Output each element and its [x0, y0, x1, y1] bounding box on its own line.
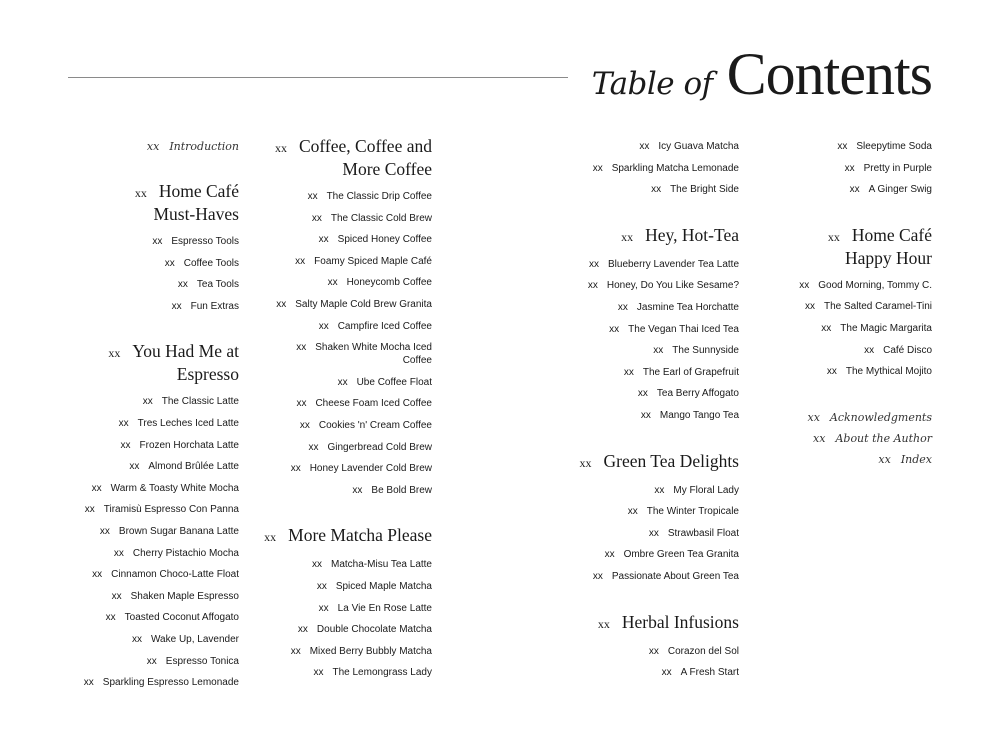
page-number-placeholder: xx — [651, 184, 662, 196]
entry-title: A Ginger Swig — [868, 184, 932, 196]
page-number-placeholder: xx — [297, 624, 308, 636]
entry-title: Coffee Tools — [183, 257, 239, 269]
entry-title: The Classic Latte — [161, 396, 239, 408]
title-line: More Matcha Please — [288, 525, 432, 546]
page-number-placeholder: xx — [844, 162, 855, 174]
title-big: Contents — [726, 41, 932, 107]
entry-title: The Earl of Grapefruit — [642, 366, 739, 378]
toc-entry-sparkling-matcha-lemonade — [568, 158, 739, 180]
entry-title: Introduction — [169, 140, 239, 153]
title-line: You Had Me at — [132, 341, 239, 362]
page-number-placeholder: xx — [92, 569, 103, 581]
page-number-placeholder: xx — [627, 506, 638, 518]
page-number-placeholder: xx — [648, 527, 659, 539]
page-number-placeholder: xx — [337, 376, 348, 388]
toc-entry-shaken-white-mocha-iced-coffee — [260, 337, 432, 372]
page-number-placeholder: xx — [316, 580, 327, 592]
page-number-placeholder: xx — [654, 484, 665, 496]
page-number-placeholder: xx — [83, 677, 94, 689]
toc-entry-cafe-disco — [775, 340, 932, 362]
entry-title: La Vie En Rose Latte — [337, 602, 432, 614]
page-number-placeholder: xx — [99, 525, 110, 537]
entry-title: Warm & Toasty White Mocha — [110, 482, 239, 494]
chapter-herbal-infusions — [568, 612, 739, 635]
page-number-placeholder: xx — [91, 482, 102, 494]
toc-entry-coffee-tools — [68, 253, 239, 275]
page-number-placeholder: xx — [637, 388, 648, 400]
toc-entry-espresso-tonica — [68, 651, 239, 673]
toc-entry-tea-tools — [68, 274, 239, 296]
page-number-placeholder: xx — [296, 342, 307, 354]
page-number-placeholder: xx — [878, 452, 891, 466]
page-number-placeholder: xx — [579, 455, 592, 470]
page-number-placeholder: xx — [113, 547, 124, 559]
front-matter-introduction — [68, 136, 239, 157]
title-line: Green Tea Delights — [603, 450, 739, 471]
page-number-placeholder: xx — [152, 236, 163, 247]
entry-title: Tres Leches Iced Latte — [137, 417, 239, 429]
toc-entry-ombre-green-tea-granita — [568, 544, 739, 566]
entry-title: Cookies 'n' Cream Coffee — [318, 419, 432, 431]
front-matter-acknowledgments — [775, 407, 932, 428]
page-number-placeholder: xx — [661, 667, 672, 679]
entry-title: Wake Up, Lavender — [150, 633, 239, 645]
page-title — [592, 40, 932, 109]
page-number-placeholder: xx — [849, 184, 860, 196]
page-number-placeholder: xx — [807, 410, 820, 424]
entry-title: Double Chocolate Matcha — [316, 624, 432, 636]
page-number-placeholder: xx — [318, 234, 329, 246]
chapter-home-cafe-happy-hour — [775, 225, 932, 269]
toc-entry-the-mythical-mojito — [775, 361, 932, 383]
entry-title: The Magic Margarita — [840, 322, 932, 334]
entry-title: The Classic Cold Brew — [330, 212, 432, 224]
header-rule — [68, 77, 568, 78]
entry-title: Sparkling Espresso Lemonade — [102, 677, 239, 689]
toc-entry-the-bright-side — [568, 179, 739, 201]
entry-title: Mixed Berry Bubbly Matcha — [309, 645, 432, 657]
entry-title: Sleepytime Soda — [856, 141, 932, 152]
toc-entry-warm-toasty-white-mocha — [68, 478, 239, 500]
page-number-placeholder: xx — [105, 612, 116, 624]
page-number-placeholder: xx — [327, 277, 338, 289]
page-number-placeholder: xx — [142, 396, 153, 408]
title-line: Must-Haves — [153, 204, 239, 224]
entry-title: Brown Sugar Banana Latte — [118, 525, 239, 537]
page-number-placeholder: xx — [131, 633, 142, 645]
entry-title — [132, 341, 239, 384]
toc-entry-tea-berry-affogato — [568, 383, 739, 405]
page-number-placeholder: xx — [312, 559, 323, 571]
toc-entry-matcha-misu-tea-latte — [260, 554, 432, 576]
title-line: Shaken White Mocha Iced — [315, 342, 432, 354]
entry-title — [845, 225, 932, 268]
chapter-hey-hot-tea — [568, 225, 739, 248]
toc-entry-espresso-tools — [68, 231, 239, 253]
entry-title — [622, 612, 739, 632]
entry-title: The Classic Drip Coffee — [326, 191, 432, 202]
toc-entry-wake-up-lavender — [68, 629, 239, 651]
page-number-placeholder: xx — [146, 140, 160, 153]
toc-entry-mixed-berry-bubbly-matcha — [260, 641, 432, 663]
page-number-placeholder: xx — [318, 320, 329, 332]
page-number-placeholder: xx — [318, 602, 329, 614]
entry-title: Mango Tango Tea — [659, 409, 739, 421]
toc-entry-the-magic-margarita — [775, 318, 932, 340]
entry-title: Ube Coffee Float — [356, 376, 432, 388]
entry-title: Espresso Tonica — [165, 655, 239, 667]
toc-column-1 — [68, 136, 239, 694]
toc-entry-foamy-spiced-maple-cafe — [260, 251, 432, 273]
entry-title: Cinnamon Choco-Latte Float — [111, 569, 239, 581]
entry-title: Cheese Foam Iced Coffee — [315, 398, 432, 410]
entry-title: The Lemongrass Lady — [332, 667, 432, 679]
chapter-home-cafe-must-haves — [68, 181, 239, 225]
entry-title: Blueberry Lavender Tea Latte — [607, 258, 739, 270]
toc-entry-pretty-in-purple — [775, 158, 932, 180]
title-line: Coffee, Coffee and — [299, 136, 432, 156]
toc-entry-tiramisu-espresso-con-panna — [68, 499, 239, 521]
toc-entry-shaken-maple-espresso — [68, 586, 239, 608]
entry-title: Ombre Green Tea Granita — [623, 549, 739, 561]
chapter-you-had-me-at-espresso — [68, 341, 239, 385]
title-line: Herbal Infusions — [621, 611, 739, 632]
entry-title: Passionate About Green Tea — [611, 570, 739, 582]
entry-title: The Winter Tropicale — [646, 506, 739, 518]
toc-entry-fun-extras — [68, 296, 239, 318]
front-matter-about-the-author — [775, 428, 932, 449]
toc-entry-the-classic-cold-brew — [260, 208, 432, 230]
entry-title: Be Bold Brew — [371, 484, 432, 496]
toc-entry-icy-guava-matcha — [568, 136, 739, 158]
entry-title — [645, 225, 739, 245]
toc-entry-mango-tango-tea — [568, 405, 739, 427]
page-number-placeholder: xx — [827, 229, 840, 244]
toc-column-2 — [260, 136, 432, 684]
entry-title: About the Author — [835, 431, 932, 445]
title-small: Table of — [591, 66, 713, 102]
page-number-placeholder: xx — [307, 191, 318, 202]
toc-entry-honeycomb-coffee — [260, 272, 432, 294]
entry-title — [604, 451, 740, 471]
page-number-placeholder: xx — [129, 461, 140, 473]
entry-title: Jasmine Tea Horchatte — [636, 301, 739, 313]
toc-entry-be-bold-brew — [260, 480, 432, 502]
toc-entry-sparkling-espresso-lemonade — [68, 672, 239, 694]
toc-entry-the-salted-caramel-tini — [775, 296, 932, 318]
entry-title: Honey, Do You Like Sesame? — [606, 280, 739, 292]
entry-title: Café Disco — [883, 344, 932, 356]
entry-title: The Bright Side — [670, 184, 739, 196]
page-number-placeholder: xx — [134, 186, 147, 200]
entry-title: My Floral Lady — [673, 484, 739, 496]
page-number-placeholder: xx — [821, 322, 832, 334]
entry-title: Toasted Coconut Affogato — [124, 612, 239, 624]
page-number-placeholder: xx — [623, 366, 634, 378]
entry-title: The Mythical Mojito — [845, 366, 932, 378]
entry-title: The Salted Caramel-Tini — [823, 301, 932, 313]
entry-title: Strawbasil Float — [667, 527, 739, 539]
page-number-placeholder: xx — [653, 345, 664, 357]
entry-title: Gingerbread Cold Brew — [327, 441, 432, 453]
entry-title: Almond Brûlée Latte — [148, 461, 239, 473]
entry-title: Tea Tools — [196, 279, 239, 291]
title-line: Home Café — [158, 181, 239, 201]
entry-title: Tea Berry Affogato — [656, 388, 739, 400]
page-number-placeholder: xx — [290, 645, 301, 657]
toc-entry-spiced-honey-coffee — [260, 229, 432, 251]
page-number-placeholder: xx — [171, 300, 182, 312]
entry-title: Tiramisù Espresso Con Panna — [103, 504, 239, 516]
toc-entry-double-chocolate-matcha — [260, 619, 432, 641]
entry-title — [288, 525, 432, 545]
page-number-placeholder: xx — [804, 301, 815, 313]
page-number-placeholder: xx — [592, 570, 603, 582]
title-line: Hey, Hot-Tea — [645, 224, 739, 245]
page-number-placeholder: xx — [313, 667, 324, 679]
toc-entry-toasted-coconut-affogato — [68, 607, 239, 629]
entry-title: Foamy Spiced Maple Café — [314, 255, 432, 267]
page-number-placeholder: xx — [648, 645, 659, 657]
title-line: Happy Hour — [845, 247, 932, 268]
entry-title: Campfire Iced Coffee — [337, 320, 432, 332]
toc-entry-jasmine-tea-horchatte — [568, 297, 739, 319]
entry-title: A Fresh Start — [680, 667, 739, 679]
entry-title: Sparkling Matcha Lemonade — [611, 162, 739, 174]
toc-entry-the-winter-tropicale — [568, 501, 739, 523]
toc-entry-the-lemongrass-lady — [260, 662, 432, 684]
page-number-placeholder: xx — [299, 419, 310, 431]
entry-title: Shaken Maple Espresso — [130, 590, 239, 602]
page-number-placeholder: xx — [146, 655, 157, 667]
toc-entry-cookies-n-cream-coffee — [260, 415, 432, 437]
toc-entry-salty-maple-cold-brew-granita — [260, 294, 432, 316]
page-number-placeholder: xx — [84, 504, 95, 516]
toc-column-4 — [775, 136, 932, 470]
title-line: Espresso — [176, 364, 239, 385]
entry-title: The Sunnyside — [672, 345, 739, 357]
toc-entry-almond-brulee-latte — [68, 456, 239, 478]
entry-title: Spiced Honey Coffee — [337, 234, 432, 246]
page-number-placeholder: xx — [837, 141, 848, 152]
entry-title — [315, 342, 432, 366]
title-line: Home Café — [851, 224, 932, 245]
entry-title: Corazon del Sol — [667, 645, 739, 657]
entry-title: Good Morning, Tommy C. — [818, 279, 932, 291]
toc-entry-the-earl-of-grapefruit — [568, 362, 739, 384]
page-number-placeholder: xx — [352, 484, 363, 496]
entry-title — [299, 136, 432, 179]
toc-entry-my-floral-lady — [568, 480, 739, 502]
toc-entry-the-vegan-thai-iced-tea — [568, 319, 739, 341]
entry-title: Salty Maple Cold Brew Granita — [295, 298, 432, 310]
toc-entry-frozen-horchata-latte — [68, 435, 239, 457]
toc-entry-strawbasil-float — [568, 523, 739, 545]
page-number-placeholder: xx — [799, 279, 810, 291]
page-number-placeholder: xx — [275, 141, 287, 155]
toc-column-3 — [568, 136, 739, 684]
page-number-placeholder: xx — [111, 590, 122, 602]
page-number-placeholder: xx — [118, 417, 129, 429]
page-number-placeholder: xx — [813, 431, 826, 445]
entry-title: Honey Lavender Cold Brew — [309, 463, 432, 475]
entry-title: Matcha-Misu Tea Latte — [331, 559, 432, 571]
toc-entry-tres-leches-iced-latte — [68, 413, 239, 435]
front-matter-index — [775, 449, 932, 470]
page-number-placeholder: xx — [621, 229, 634, 244]
toc-entry-campfire-iced-coffee — [260, 316, 432, 338]
entry-title: Acknowledgments — [829, 410, 932, 424]
chapter-more-matcha-please — [260, 525, 432, 548]
page-number-placeholder: xx — [864, 344, 875, 356]
entry-title — [153, 181, 239, 224]
toc-entry-corazon-del-sol — [568, 641, 739, 663]
entry-title: Index — [900, 452, 932, 466]
toc-entry-ube-coffee-float — [260, 372, 432, 394]
toc-entry-a-fresh-start — [568, 662, 739, 684]
toc-entry-la-vie-en-rose-latte — [260, 598, 432, 620]
toc-entry-honey-lavender-cold-brew — [260, 458, 432, 480]
toc-entry-the-classic-latte — [68, 391, 239, 413]
toc-entry-cinnamon-choco-latte-float — [68, 564, 239, 586]
page-number-placeholder: xx — [587, 280, 598, 292]
page-number-placeholder: xx — [597, 616, 610, 631]
page-number-placeholder: xx — [276, 298, 287, 310]
entry-title: Icy Guava Matcha — [658, 141, 739, 152]
page-number-placeholder: xx — [639, 141, 650, 152]
page-number-placeholder: xx — [296, 398, 307, 410]
entry-title: Frozen Horchata Latte — [139, 439, 239, 451]
page-number-placeholder: xx — [604, 549, 615, 561]
page-number-placeholder: xx — [588, 258, 599, 270]
page-number-placeholder: xx — [164, 257, 175, 269]
toc-entry-a-ginger-swig — [775, 179, 932, 201]
chapter-coffee-coffee-and-more-coffee — [260, 136, 432, 180]
page-number-placeholder: xx — [640, 409, 651, 421]
page-number-placeholder: xx — [826, 366, 837, 378]
entry-title: Fun Extras — [190, 300, 239, 312]
page-number-placeholder: xx — [295, 255, 306, 267]
title-line: More Coffee — [342, 159, 432, 179]
title-line: Coffee — [402, 355, 432, 367]
entry-title: The Vegan Thai Iced Tea — [628, 323, 739, 335]
toc-entry-gingerbread-cold-brew — [260, 437, 432, 459]
toc-entry-cheese-foam-iced-coffee — [260, 393, 432, 415]
toc-entry-blueberry-lavender-tea-latte — [568, 254, 739, 276]
page-number-placeholder: xx — [108, 346, 121, 361]
page-number-placeholder: xx — [308, 441, 319, 453]
toc-entry-sleepytime-soda — [775, 136, 932, 158]
toc-entry-brown-sugar-banana-latte — [68, 521, 239, 543]
toc-entry-cherry-pistachio-mocha — [68, 543, 239, 565]
page-number-placeholder: xx — [120, 439, 131, 451]
entry-title: Spiced Maple Matcha — [335, 580, 432, 592]
entry-title: Espresso Tools — [171, 236, 239, 247]
entry-title: Honeycomb Coffee — [346, 277, 432, 289]
toc-entry-spiced-maple-matcha — [260, 576, 432, 598]
page-number-placeholder: xx — [592, 162, 603, 174]
entry-title: Cherry Pistachio Mocha — [132, 547, 239, 559]
toc-entry-honey-do-you-like-sesame — [568, 275, 739, 297]
entry-title: Pretty in Purple — [863, 162, 932, 174]
page-number-placeholder: xx — [609, 323, 620, 335]
toc-entry-good-morning-tommy-c — [775, 275, 932, 297]
chapter-green-tea-delights — [568, 451, 739, 474]
toc-entry-passionate-about-green-tea — [568, 566, 739, 588]
page-number-placeholder: xx — [311, 212, 322, 224]
page-number-placeholder: xx — [264, 530, 277, 545]
toc-entry-the-classic-drip-coffee — [260, 186, 432, 208]
page-number-placeholder: xx — [617, 301, 628, 313]
page-number-placeholder: xx — [177, 279, 188, 291]
page-number-placeholder: xx — [290, 463, 301, 475]
toc-entry-the-sunnyside — [568, 340, 739, 362]
